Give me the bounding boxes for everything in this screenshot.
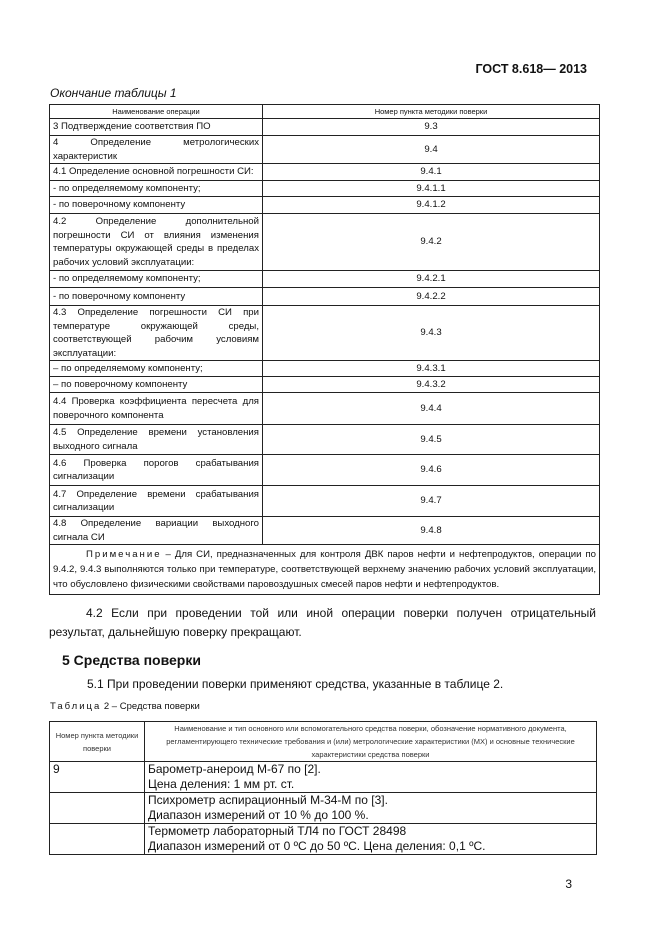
clause-number: 9.4.2.2 — [263, 288, 600, 306]
operation-name: 4 Определение метрологических характеристик — [50, 136, 263, 164]
table-row — [50, 288, 600, 306]
table-row — [50, 517, 600, 545]
instrument-spec: Диапазон измерений от 0 ºС до 50 ºС. Цена деления: 0,1 ºС. — [148, 839, 486, 853]
table-row — [50, 824, 597, 855]
operation-name: 4.2 Определение дополнительной погрешности СИ от влияния изменения температуры окружающей среды в пределах рабочих условий эксплуатации: — [50, 214, 263, 271]
table-note — [50, 545, 600, 595]
paragraph-4-2: 4.2 Если при проведении той или иной операции поверки получен отрицательный результат, дальнейшую поверку прекращают. — [49, 606, 596, 639]
table1-header-row — [50, 105, 600, 119]
table1-caption: Окончание таблицы 1 — [50, 86, 177, 100]
column-header: Наименование и тип основного или вспомогательного средства поверки, обозначение нормативного документа, регламентирующего технические требования и (или) метрологические характеристики (МХ) и основные технические характеристики средства поверки — [145, 722, 597, 762]
clause-number: 9.4.1.2 — [263, 197, 600, 214]
table-row — [50, 181, 600, 197]
operation-name: 4.4 Проверка коэффициента пересчета для поверочного компонента — [50, 393, 263, 425]
section-title: 5 Средства поверки — [62, 652, 201, 668]
clause-number: 9.4.1 — [263, 164, 600, 181]
operation-name: 4.3 Определение погрешности СИ при температуре окружающей среды, соответствующей рабочим условиям эксплуатации: — [50, 306, 263, 361]
operation-name: 4.7 Определение времени срабатывания сигнализации — [50, 486, 263, 517]
table-row — [50, 793, 597, 824]
table1 — [49, 104, 600, 595]
clause-number: 9.4.3.2 — [263, 377, 600, 393]
table-row — [50, 361, 600, 377]
clause-number: 9.4.3.1 — [263, 361, 600, 377]
clause-number: 9.4.8 — [263, 517, 600, 545]
table-row — [50, 306, 600, 361]
table-note-row — [50, 545, 600, 595]
table-row — [50, 271, 600, 288]
table-row — [50, 377, 600, 393]
caption-text: 2 – Средства поверки — [101, 701, 200, 712]
caption-label: Таблица — [50, 701, 102, 712]
instrument-name: Термометр лабораторный ТЛ4 по ГОСТ 28498 — [148, 824, 407, 838]
table-row — [50, 762, 597, 793]
column-header: Наименование операции — [50, 105, 263, 119]
note-text: – Для СИ, предназначенных для контроля ДВК паров нефти и нефтепродуктов, операции по 9.4.2, 9.4.3 выполняются только при температуре, соответствующей верхнему значению рабочих условий эксплуатации, что обусловлено физическими свойствами паровоздушных смесей паров нефти и нефтепродуктов. — [53, 549, 596, 590]
clause-number: 9.4 — [263, 136, 600, 164]
operation-name: 4.1 Определение основной погрешности СИ: — [50, 164, 263, 181]
instrument-description — [145, 793, 597, 824]
clause-number: 9.4.3 — [263, 306, 600, 361]
table-row — [50, 136, 600, 164]
operation-name: - по поверочному компоненту — [50, 197, 263, 214]
clause-number: 9.4.5 — [263, 425, 600, 455]
instrument-spec: Цена деления: 1 мм рт. ст. — [148, 777, 295, 791]
table-row — [50, 455, 600, 486]
table-row — [50, 425, 600, 455]
clause-number: 9.3 — [263, 119, 600, 136]
operation-name: - по поверочному компоненту — [50, 288, 263, 306]
document-header: ГОСТ 8.618— 2013 — [475, 62, 587, 76]
table2 — [49, 721, 597, 855]
operation-name: - по определяемому компоненту; — [50, 181, 263, 197]
instrument-name: Психрометр аспирационный М-34-М по [3]. — [148, 793, 388, 807]
table2-caption — [50, 701, 600, 713]
table2-header-row — [50, 722, 597, 762]
clause-number: 9.4.2.1 — [263, 271, 600, 288]
instrument-spec: Диапазон измерений от 10 % до 100 %. — [148, 808, 369, 822]
operation-name: 4.5 Определение времени установления выходного сигнала — [50, 425, 263, 455]
clause-number — [50, 824, 145, 855]
operation-name: – по поверочному компоненту — [50, 377, 263, 393]
table-row — [50, 164, 600, 181]
operation-name: 4.6 Проверка порогов срабатывания сигнализации — [50, 455, 263, 486]
table-row — [50, 197, 600, 214]
clause-number: 9.4.1.1 — [263, 181, 600, 197]
operation-name: 4.8 Определение вариации выходного сигнала СИ — [50, 517, 263, 545]
column-header: Номер пункта методики поверки — [263, 105, 600, 119]
clause-number: 9.4.4 — [263, 393, 600, 425]
clause-number: 9.4.6 — [263, 455, 600, 486]
clause-number: 9.4.2 — [263, 214, 600, 271]
note-label: Примечание — [86, 549, 162, 560]
page-number: 3 — [565, 877, 572, 891]
table-row — [50, 486, 600, 517]
operation-name: – по определяемому компоненту; — [50, 361, 263, 377]
column-header: Номер пункта методики поверки — [50, 722, 145, 762]
operation-name: 3 Подтверждение соответствия ПО — [50, 119, 263, 136]
instrument-name: Барометр-анероид М-67 по [2]. — [148, 762, 321, 776]
paragraph-5-1: 5.1 При проведении поверки применяют средства, указанные в таблице 2. — [87, 677, 504, 691]
instrument-description — [145, 762, 597, 793]
instrument-description — [145, 824, 597, 855]
clause-number — [50, 793, 145, 824]
clause-number: 9 — [50, 762, 145, 793]
clause-number: 9.4.7 — [263, 486, 600, 517]
table-row — [50, 119, 600, 136]
operation-name: - по определяемому компоненту; — [50, 271, 263, 288]
table-row — [50, 393, 600, 425]
table-row — [50, 214, 600, 271]
page-content — [49, 0, 600, 912]
